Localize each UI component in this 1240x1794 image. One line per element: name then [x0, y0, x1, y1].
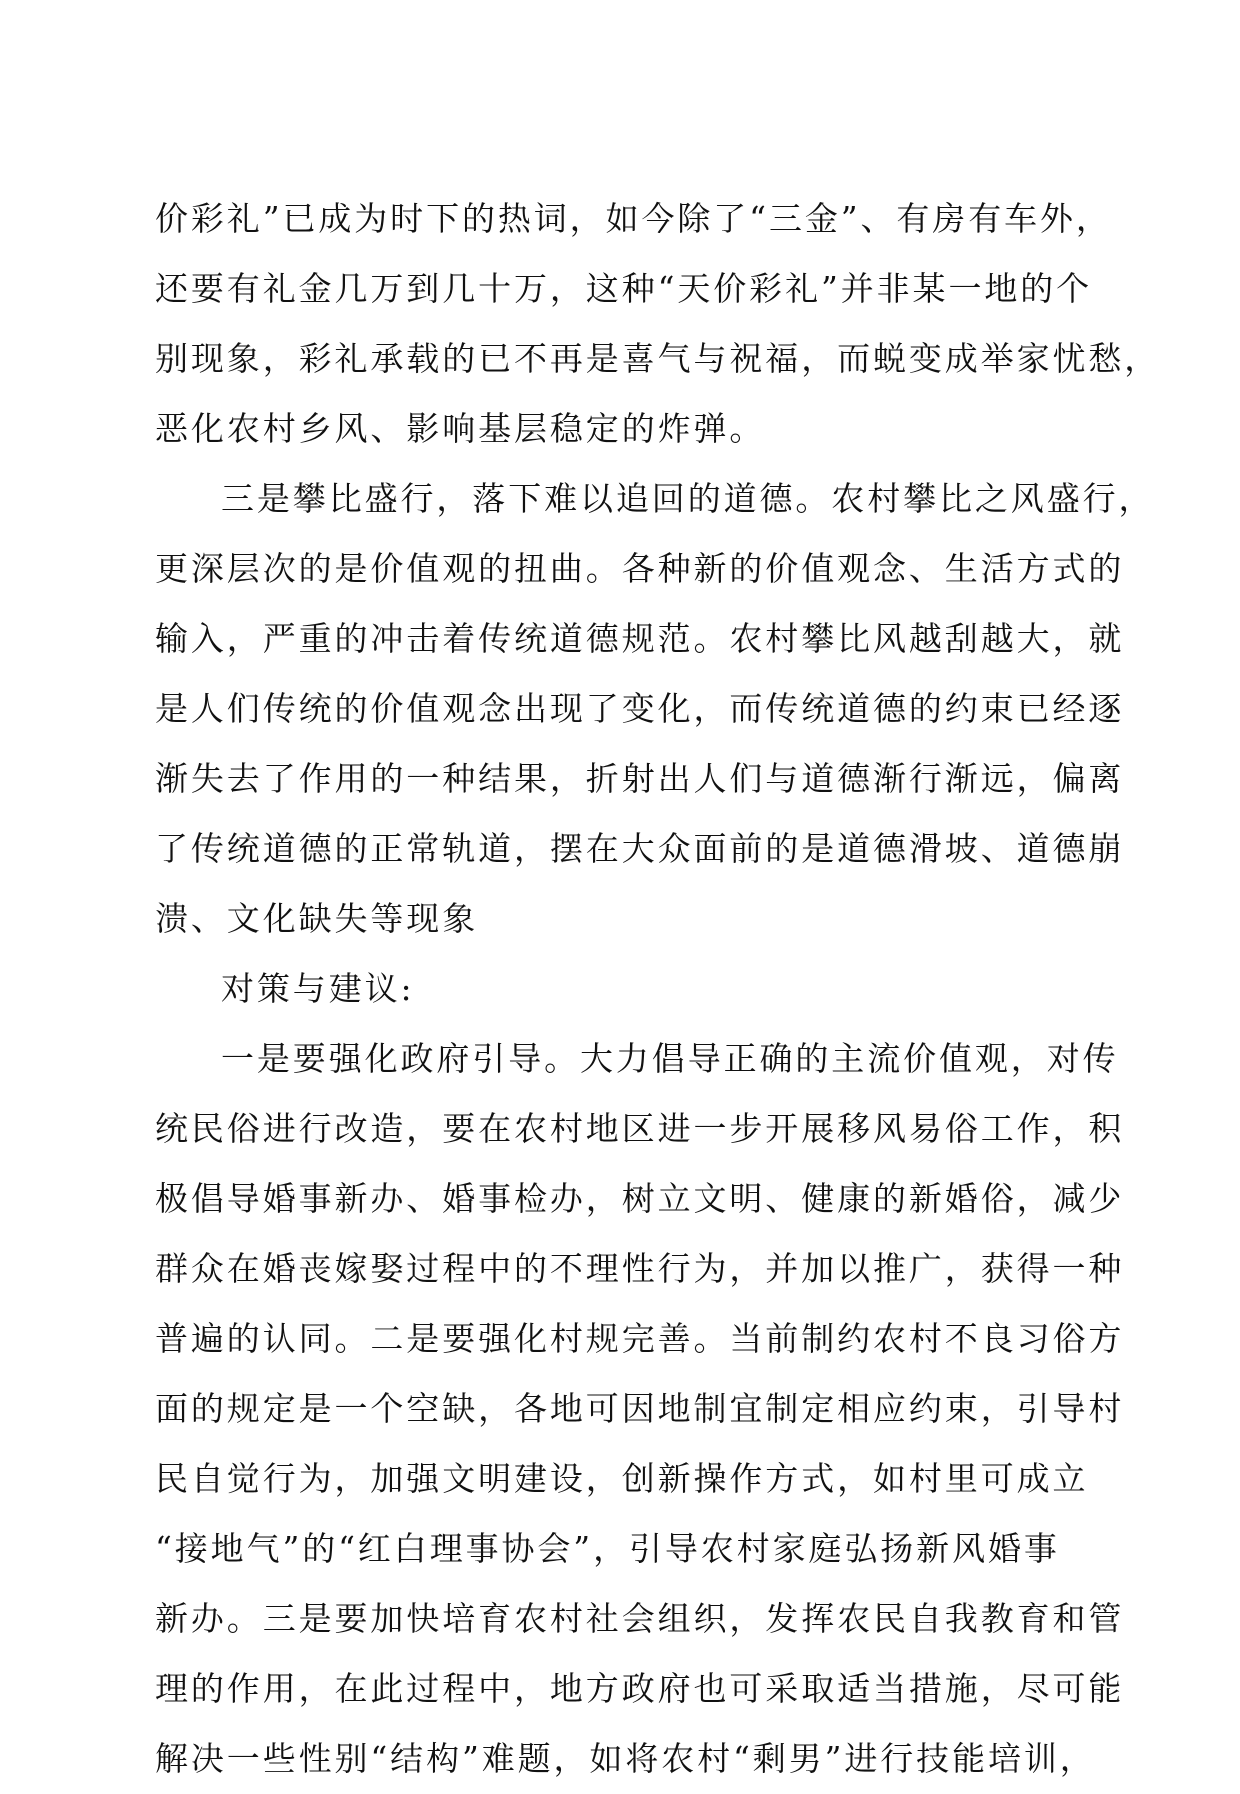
text-line-17: 普遍的认同。二是要强化村规完善。当前制约农村不良习俗方	[155, 1319, 1125, 1358]
text-line-14: 统民俗进行改造，要在农村地区进一步开展移风易俗工作，积	[155, 1109, 1125, 1148]
text-line-15: 极倡导婚事新办、婚事检办，树立文明、健康的新婚俗，减少	[155, 1179, 1125, 1218]
text-line-7: 输入，严重的冲击着传统道德规范。农村攀比风越刮越大，就	[155, 619, 1125, 658]
text-line-4: 恶化农村乡风、影响基层稳定的炸弹。	[155, 409, 766, 448]
text-line-2: 还要有礼金几万到几十万，这种“天价彩礼”并非某一地的个	[155, 269, 1093, 308]
text-line-6: 更深层次的是价值观的扭曲。各种新的价值观念、生活方式的	[155, 549, 1125, 588]
text-line-8: 是人们传统的价值观念出现了变化，而传统道德的约束已经逐	[155, 689, 1125, 728]
text-line-5: 三是攀比盛行，落下难以追回的道德。农村攀比之风盛行，	[221, 479, 1155, 518]
body-text	[155, 184, 1161, 1794]
text-line-22: 理的作用，在此过程中，地方政府也可采取适当措施，尽可能	[155, 1669, 1125, 1708]
text-line-16: 群众在婚丧嫁娶过程中的不理性行为，并加以推广，获得一种	[155, 1249, 1125, 1288]
text-line-10: 了传统道德的正常轨道，摆在大众面前的是道德滑坡、道德崩	[155, 829, 1125, 868]
text-line-19: 民自觉行为，加强文明建设，创新操作方式，如村里可成立	[155, 1459, 1089, 1498]
text-line-13: 一是要强化政府引导。大力倡导正确的主流价值观，对传	[221, 1039, 1119, 1078]
text-line-18: 面的规定是一个空缺，各地可因地制宜制定相应约束，引导村	[155, 1389, 1125, 1428]
text-line-20: “接地气”的“红白理事协会”，引导农村家庭弘扬新风婚事	[155, 1529, 1060, 1568]
text-line-1: 价彩礼”已成为时下的热词，如今除了“三金”、有房有车外，	[155, 199, 1112, 238]
text-line-11: 溃、文化缺失等现象	[155, 899, 479, 938]
text-line-9: 渐失去了作用的一种结果，折射出人们与道德渐行渐远，偏离	[155, 759, 1125, 798]
text-line-23: 解决一些性别“结构”难题，如将农村“剩男”进行技能培训，	[155, 1739, 1096, 1778]
text-line-3: 别现象，彩礼承载的已不再是喜气与祝福，而蜕变成举家忧愁，	[155, 339, 1161, 378]
text-line-21: 新办。三是要加快培育农村社会组织，发挥农民自我教育和管	[155, 1599, 1125, 1638]
section-heading-countermeasures: 对策与建议:	[221, 969, 415, 1008]
